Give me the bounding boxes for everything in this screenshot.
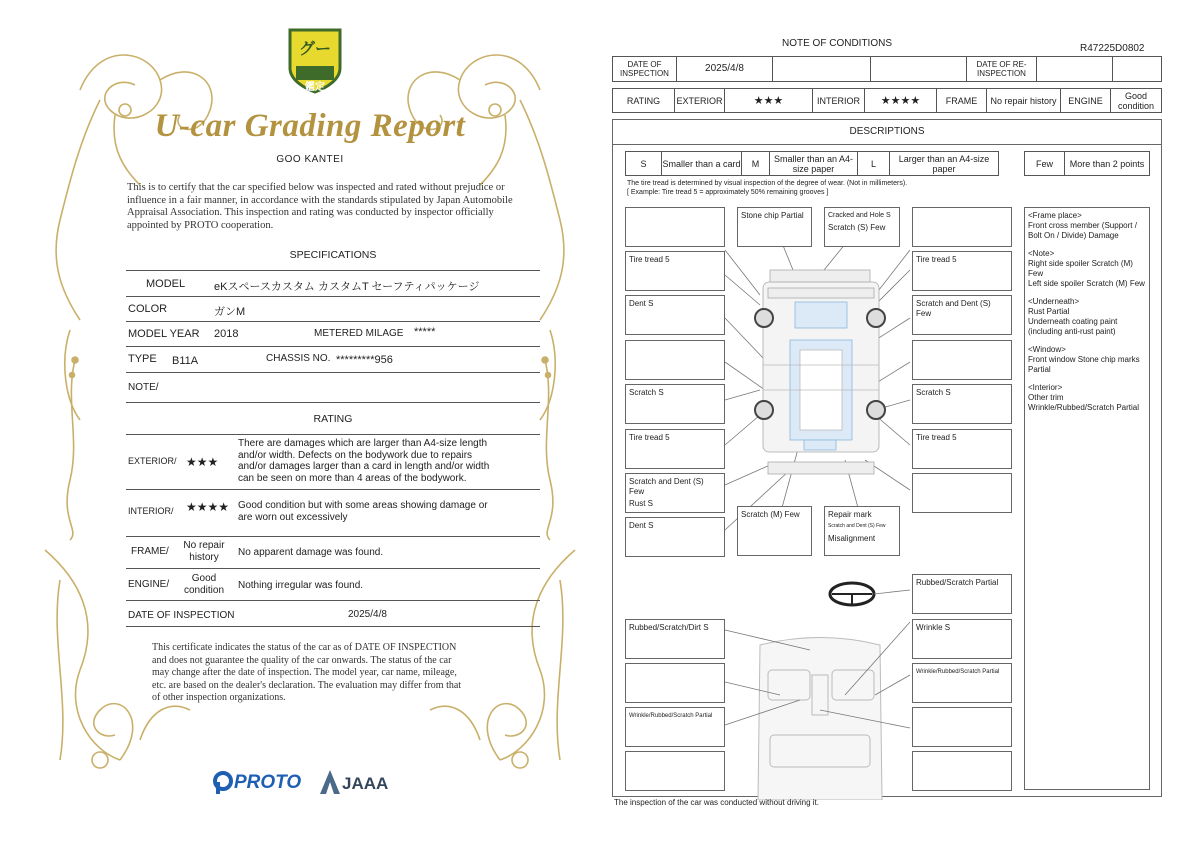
remark-line: <Interior> <box>1028 383 1063 392</box>
desc-box-right-scratch: Scratch S <box>912 384 1012 424</box>
desc-box-empty <box>625 751 725 791</box>
certificate-title: U-car Grading Report <box>154 108 466 144</box>
rating-row <box>612 88 1162 113</box>
legend-s-desc: Smaller than a card <box>662 152 742 175</box>
descriptions-heading: DESCRIPTIONS <box>849 126 925 137</box>
remark-line: Rust Partial <box>1028 307 1070 316</box>
desc-box-empty <box>912 473 1012 513</box>
grading-certificate <box>40 20 580 820</box>
desc-box-empty <box>912 751 1012 791</box>
remark-line <box>1028 241 1146 249</box>
model-year-label: MODEL YEAR <box>128 328 200 340</box>
desc-box-left-rubbed-dirt: Rubbed/Scratch/Dirt S <box>625 619 725 659</box>
legend-few: Few <box>1025 152 1065 175</box>
frame-description: No apparent damage was found. <box>238 547 384 558</box>
rating-heading: RATING <box>313 413 353 425</box>
desc-box-left-tire1: Tire tread 5 <box>625 251 725 291</box>
type-value: B11A <box>172 355 199 367</box>
remark-line: Wrinkle/Rubbed/Scratch Partial <box>1028 403 1140 412</box>
desc-box-right-tire1: Tire tread 5 <box>912 251 1012 291</box>
legend-l: L <box>858 152 890 175</box>
frame-label: FRAME <box>937 89 987 112</box>
rating-label: RATING <box>613 89 675 112</box>
date-inspection-label: DATE OF INSPECTION <box>613 57 677 81</box>
date-of-inspection-label: DATE OF INSPECTION <box>128 610 235 621</box>
interior-stars: ★★★★ <box>186 500 230 514</box>
desc-box-left-dent: Dent S <box>625 295 725 335</box>
engine-value: Good condition <box>183 573 225 596</box>
engine-description: Nothing irregular was found. <box>238 580 364 591</box>
legend-s: S <box>626 152 662 175</box>
proto-logo-text: PROTO <box>234 772 302 793</box>
desc-box-empty <box>912 707 1012 747</box>
desc-box-top-stone-chip: Stone chip Partial <box>737 207 812 247</box>
model-value: eKスペースカスタム カスタムT セーフティパッケージ <box>214 281 480 293</box>
metered-milage-value: ***** <box>414 326 436 338</box>
chassis-value: *********956 <box>336 354 393 366</box>
exterior-stars: ★★★ <box>725 89 813 112</box>
proto-logo-icon <box>212 770 234 794</box>
remark-line: Left side spoiler Scratch (M) Few <box>1028 279 1145 288</box>
certificate-intro: This is to certify that the car specified below was inspected and rated without prejudice or influence in a fair manner, in accordance with the standards stipulated by Japan Automobile Appraisal Association. This inspection and rating was conducted by inspector officially appointed by PROTO cooperation. <box>127 182 513 231</box>
date-of-inspection-value: 2025/4/8 <box>348 609 387 620</box>
note-of-conditions-heading: NOTE OF CONDITIONS <box>782 38 892 49</box>
frame-value: No repair history <box>183 540 225 563</box>
remark-line: <Frame place> <box>1028 211 1082 220</box>
desc-box-right-wrinkle-rubbed: Wrinkle/Rubbed/Scratch Partial <box>912 663 1012 703</box>
desc-box-empty <box>912 207 1012 247</box>
jaaa-logo-icon <box>320 770 340 794</box>
interior-description: Good condition but with some areas showing damage or are worn out excessively <box>238 500 488 523</box>
exterior-description: There are damages which are larger than A4-size length and/or width. Defects on the bodywork due to repairs and/or damages larger than a card in length and/or width can be seen on more than 4 areas of the bodywork. <box>238 438 490 484</box>
size-legend <box>625 151 999 176</box>
desc-box-left-scratch-dent: Scratch and Dent (S) Few Rust S <box>625 473 725 513</box>
desc-box-left-wrinkle: Wrinkle/Rubbed/Scratch Partial <box>625 707 725 747</box>
inspection-footer-note: The inspection of the car was conducted without driving it. <box>614 798 819 807</box>
tread-note-1: The tire tread is determined by visual inspection of the degree of wear. (Not in millimeters). <box>627 180 908 187</box>
color-label: COLOR <box>128 303 168 315</box>
desc-box-right-tire2: Tire tread 5 <box>912 429 1012 469</box>
badge-top-text: グー <box>298 41 331 58</box>
few-legend <box>1024 151 1150 176</box>
date-reinspection-label: DATE OF RE-INSPECTION <box>967 57 1037 81</box>
remark-line: Right side spoiler Scratch (M) Few <box>1028 259 1133 278</box>
remark-line: <Window> <box>1028 345 1066 354</box>
remark-line: Other trim <box>1028 393 1064 402</box>
interior-label: INTERIOR/ <box>128 506 174 516</box>
legend-m: M <box>742 152 770 175</box>
desc-box-empty <box>625 207 725 247</box>
desc-box-right-scratch-dent: Scratch and Dent (S) Few <box>912 295 1012 335</box>
specifications-heading: SPECIFICATIONS <box>289 249 377 261</box>
exterior-label: EXTERIOR <box>675 89 725 112</box>
interior-label: INTERIOR <box>813 89 865 112</box>
color-value: ガンM <box>214 306 246 318</box>
remark-line: <Note> <box>1028 249 1055 258</box>
certificate-footer: This certificate indicates the status of the car as of DATE OF INSPECTION and does not guarantee the quality of the car onwards. The status of the car may change after the date of inspection. The model year, car name, mileage, etc. are based on the dealer's declaration. The evaluation may differ from that of other inspection organizations. <box>152 642 462 703</box>
engine-label: ENGINE <box>1061 89 1111 112</box>
certificate-subtitle: GOO KANTEI <box>276 154 344 165</box>
engine-value: Good condition <box>1117 90 1155 111</box>
note-label: NOTE/ <box>128 382 159 393</box>
type-label: TYPE <box>128 353 157 365</box>
desc-box-empty <box>625 663 725 703</box>
desc-box-left-tire2: Tire tread 5 <box>625 429 725 469</box>
desc-box-empty <box>912 340 1012 380</box>
desc-box-left-dent2: Dent S <box>625 517 725 557</box>
tread-note-2: [ Example: Tire tread 5 = approximately 50% remaining grooves ] <box>627 189 829 196</box>
model-year-value: 2018 <box>214 328 239 340</box>
chassis-label: CHASSIS NO. <box>266 353 331 364</box>
engine-label: ENGINE/ <box>128 579 170 590</box>
frame-value: No repair history <box>987 89 1061 112</box>
date-row <box>612 56 1162 82</box>
metered-milage-label: METERED MILAGE <box>314 328 404 339</box>
badge-bottom-text: 鑑定 <box>305 82 325 93</box>
desc-box-bottom-scratch: Scratch (M) Few <box>737 506 812 556</box>
remark-line <box>1028 375 1146 383</box>
desc-box-right-rubbed: Rubbed/Scratch Partial <box>912 574 1012 614</box>
remarks-panel <box>1024 207 1150 790</box>
legend-m-desc: Smaller than an A4-size paper <box>770 152 858 175</box>
remark-line: <Underneath> <box>1028 297 1080 306</box>
date-inspection-value: 2025/4/8 <box>677 57 773 81</box>
remark-line: Front cross member (Support / Bolt On / Divide) Damage <box>1028 221 1137 240</box>
remark-line <box>1028 337 1146 345</box>
exterior-stars: ★★★ <box>186 455 219 469</box>
exterior-label: EXTERIOR/ <box>128 456 177 466</box>
remark-line: Underneath coating paint (including anti-rust paint) <box>1028 317 1118 336</box>
legend-few-desc: More than 2 points <box>1069 158 1145 169</box>
model-label: MODEL <box>146 278 186 290</box>
remark-line <box>1028 289 1146 297</box>
interior-stars: ★★★★ <box>865 89 937 112</box>
frame-label: FRAME/ <box>131 546 169 557</box>
desc-box-left-scratch: Scratch S <box>625 384 725 424</box>
desc-box-right-wrinkle: Wrinkle S <box>912 619 1012 659</box>
desc-box-empty <box>625 340 725 380</box>
legend-l-desc: Larger than an A4-size paper <box>898 153 990 174</box>
remark-line: Front window Stone chip marks Partial <box>1028 355 1140 374</box>
desc-box-top-cracked: Cracked and Hole S Scratch (S) Few <box>824 207 900 247</box>
desc-box-bottom-repair: Repair mark Scratch and Dent (S) Few Misalignment <box>824 506 900 556</box>
jaaa-logo-text: JAAA <box>342 774 389 793</box>
reference-number: R47225D0802 <box>1080 43 1145 54</box>
